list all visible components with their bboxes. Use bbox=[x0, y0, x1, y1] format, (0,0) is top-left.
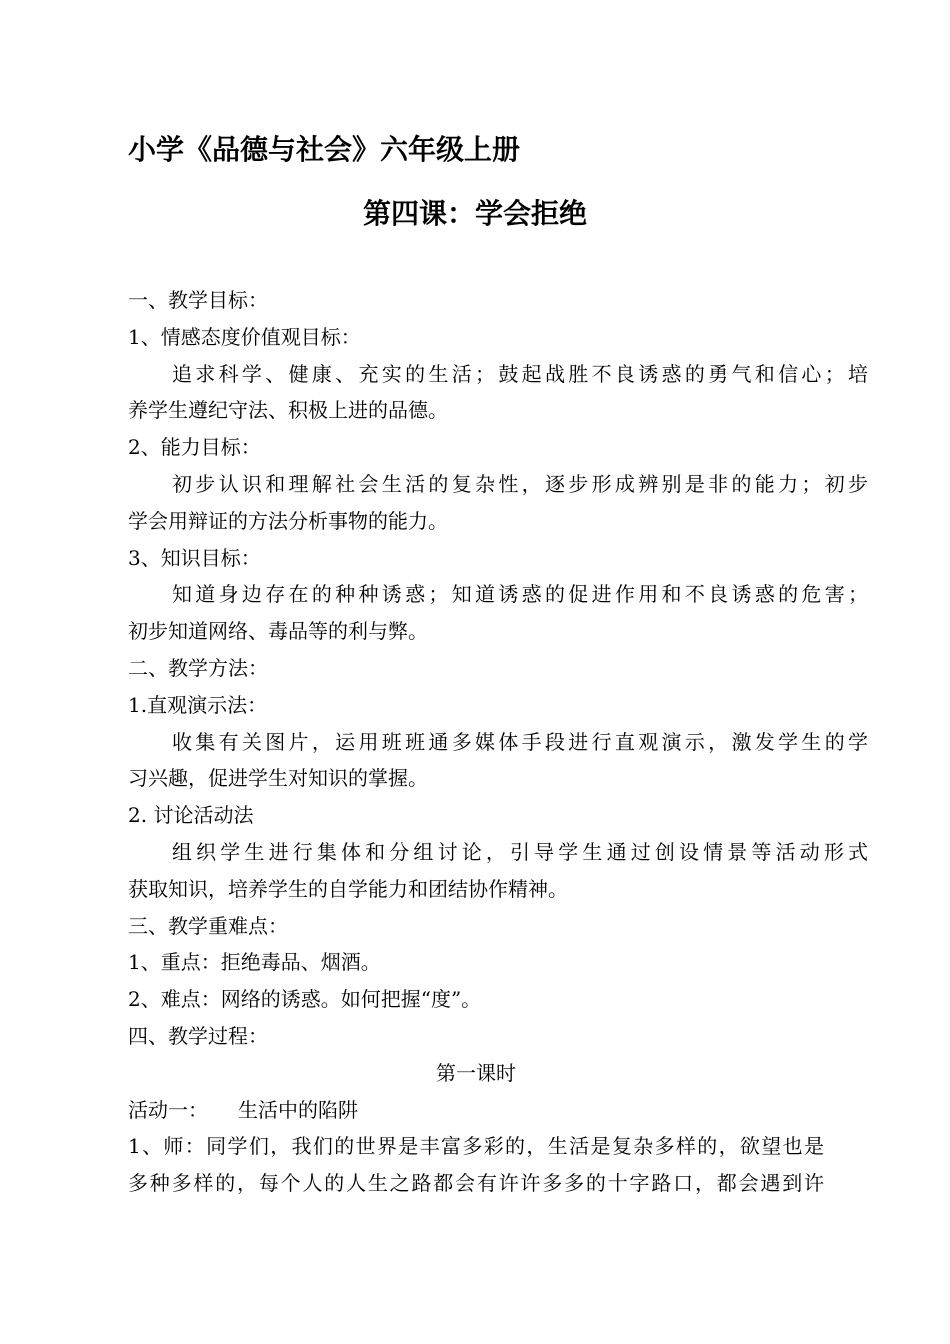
section-heading: 三、教学重难点： bbox=[128, 913, 288, 938]
period-heading: 第一课时 bbox=[436, 1060, 516, 1085]
subsection-heading: 1.直观演示法： bbox=[128, 692, 268, 717]
section-heading: 一、教学目标： bbox=[128, 288, 268, 312]
paragraph-line: 收集有关图片，运用班班通多媒体手段进行直观演示，激发学生的学 bbox=[172, 729, 868, 754]
subsection-heading: 1、情感态度价值观目标： bbox=[128, 324, 361, 349]
subsection-heading: 2、能力目标： bbox=[128, 435, 261, 460]
paragraph-line: 1、师：同学们，我们的世界是丰富多彩的，生活是复杂多样的，欲望也是 bbox=[128, 1134, 824, 1159]
paragraph-line: 组织学生进行集体和分组讨论，引导学生通过创设情景等活动形式 bbox=[172, 839, 868, 864]
paragraph-line: 初步认识和理解社会生活的复杂性，逐步形成辨别是非的能力；初步 bbox=[172, 471, 868, 496]
section-heading: 二、教学方法： bbox=[128, 655, 268, 680]
paragraph-line: 多种多样的，每个人的人生之路都会有许许多多的十字路口，都会遇到许 bbox=[128, 1171, 824, 1196]
document-title: 小学《品德与社会》六年级上册 bbox=[128, 133, 521, 166]
paragraph-line: 知道身边存在的种种诱惑；知道诱惑的促进作用和不良诱惑的危害； bbox=[172, 582, 868, 607]
list-item: 1、重点：拒绝毒品、烟酒。 bbox=[128, 950, 381, 975]
paragraph-line: 追求科学、健康、充实的生活；鼓起战胜不良诱惑的勇气和信心；培 bbox=[172, 361, 868, 386]
section-heading: 四、教学过程： bbox=[128, 1023, 268, 1048]
subsection-heading: 3、知识目标： bbox=[128, 545, 261, 570]
paragraph-line: 获取知识，培养学生的自学能力和团结协作精神。 bbox=[128, 876, 568, 901]
paragraph-line: 养学生遵纪守法、积极上进的品德。 bbox=[128, 398, 448, 423]
paragraph-line: 初步知道网络、毒品等的利与弊。 bbox=[128, 619, 428, 644]
list-item: 2、难点：网络的诱惑。如何把握“度”。 bbox=[128, 987, 482, 1012]
paragraph-line: 习兴趣，促进学生对知识的掌握。 bbox=[128, 766, 428, 791]
activity-heading: 活动一： 生活中的陷阱 bbox=[128, 1097, 358, 1122]
document-body bbox=[128, 282, 868, 1202]
subsection-heading: 2. 讨论活动法 bbox=[128, 803, 254, 828]
lesson-title: 第四课：学会拒绝 bbox=[362, 197, 587, 230]
paragraph-line: 学会用辩证的方法分析事物的能力。 bbox=[128, 508, 448, 533]
